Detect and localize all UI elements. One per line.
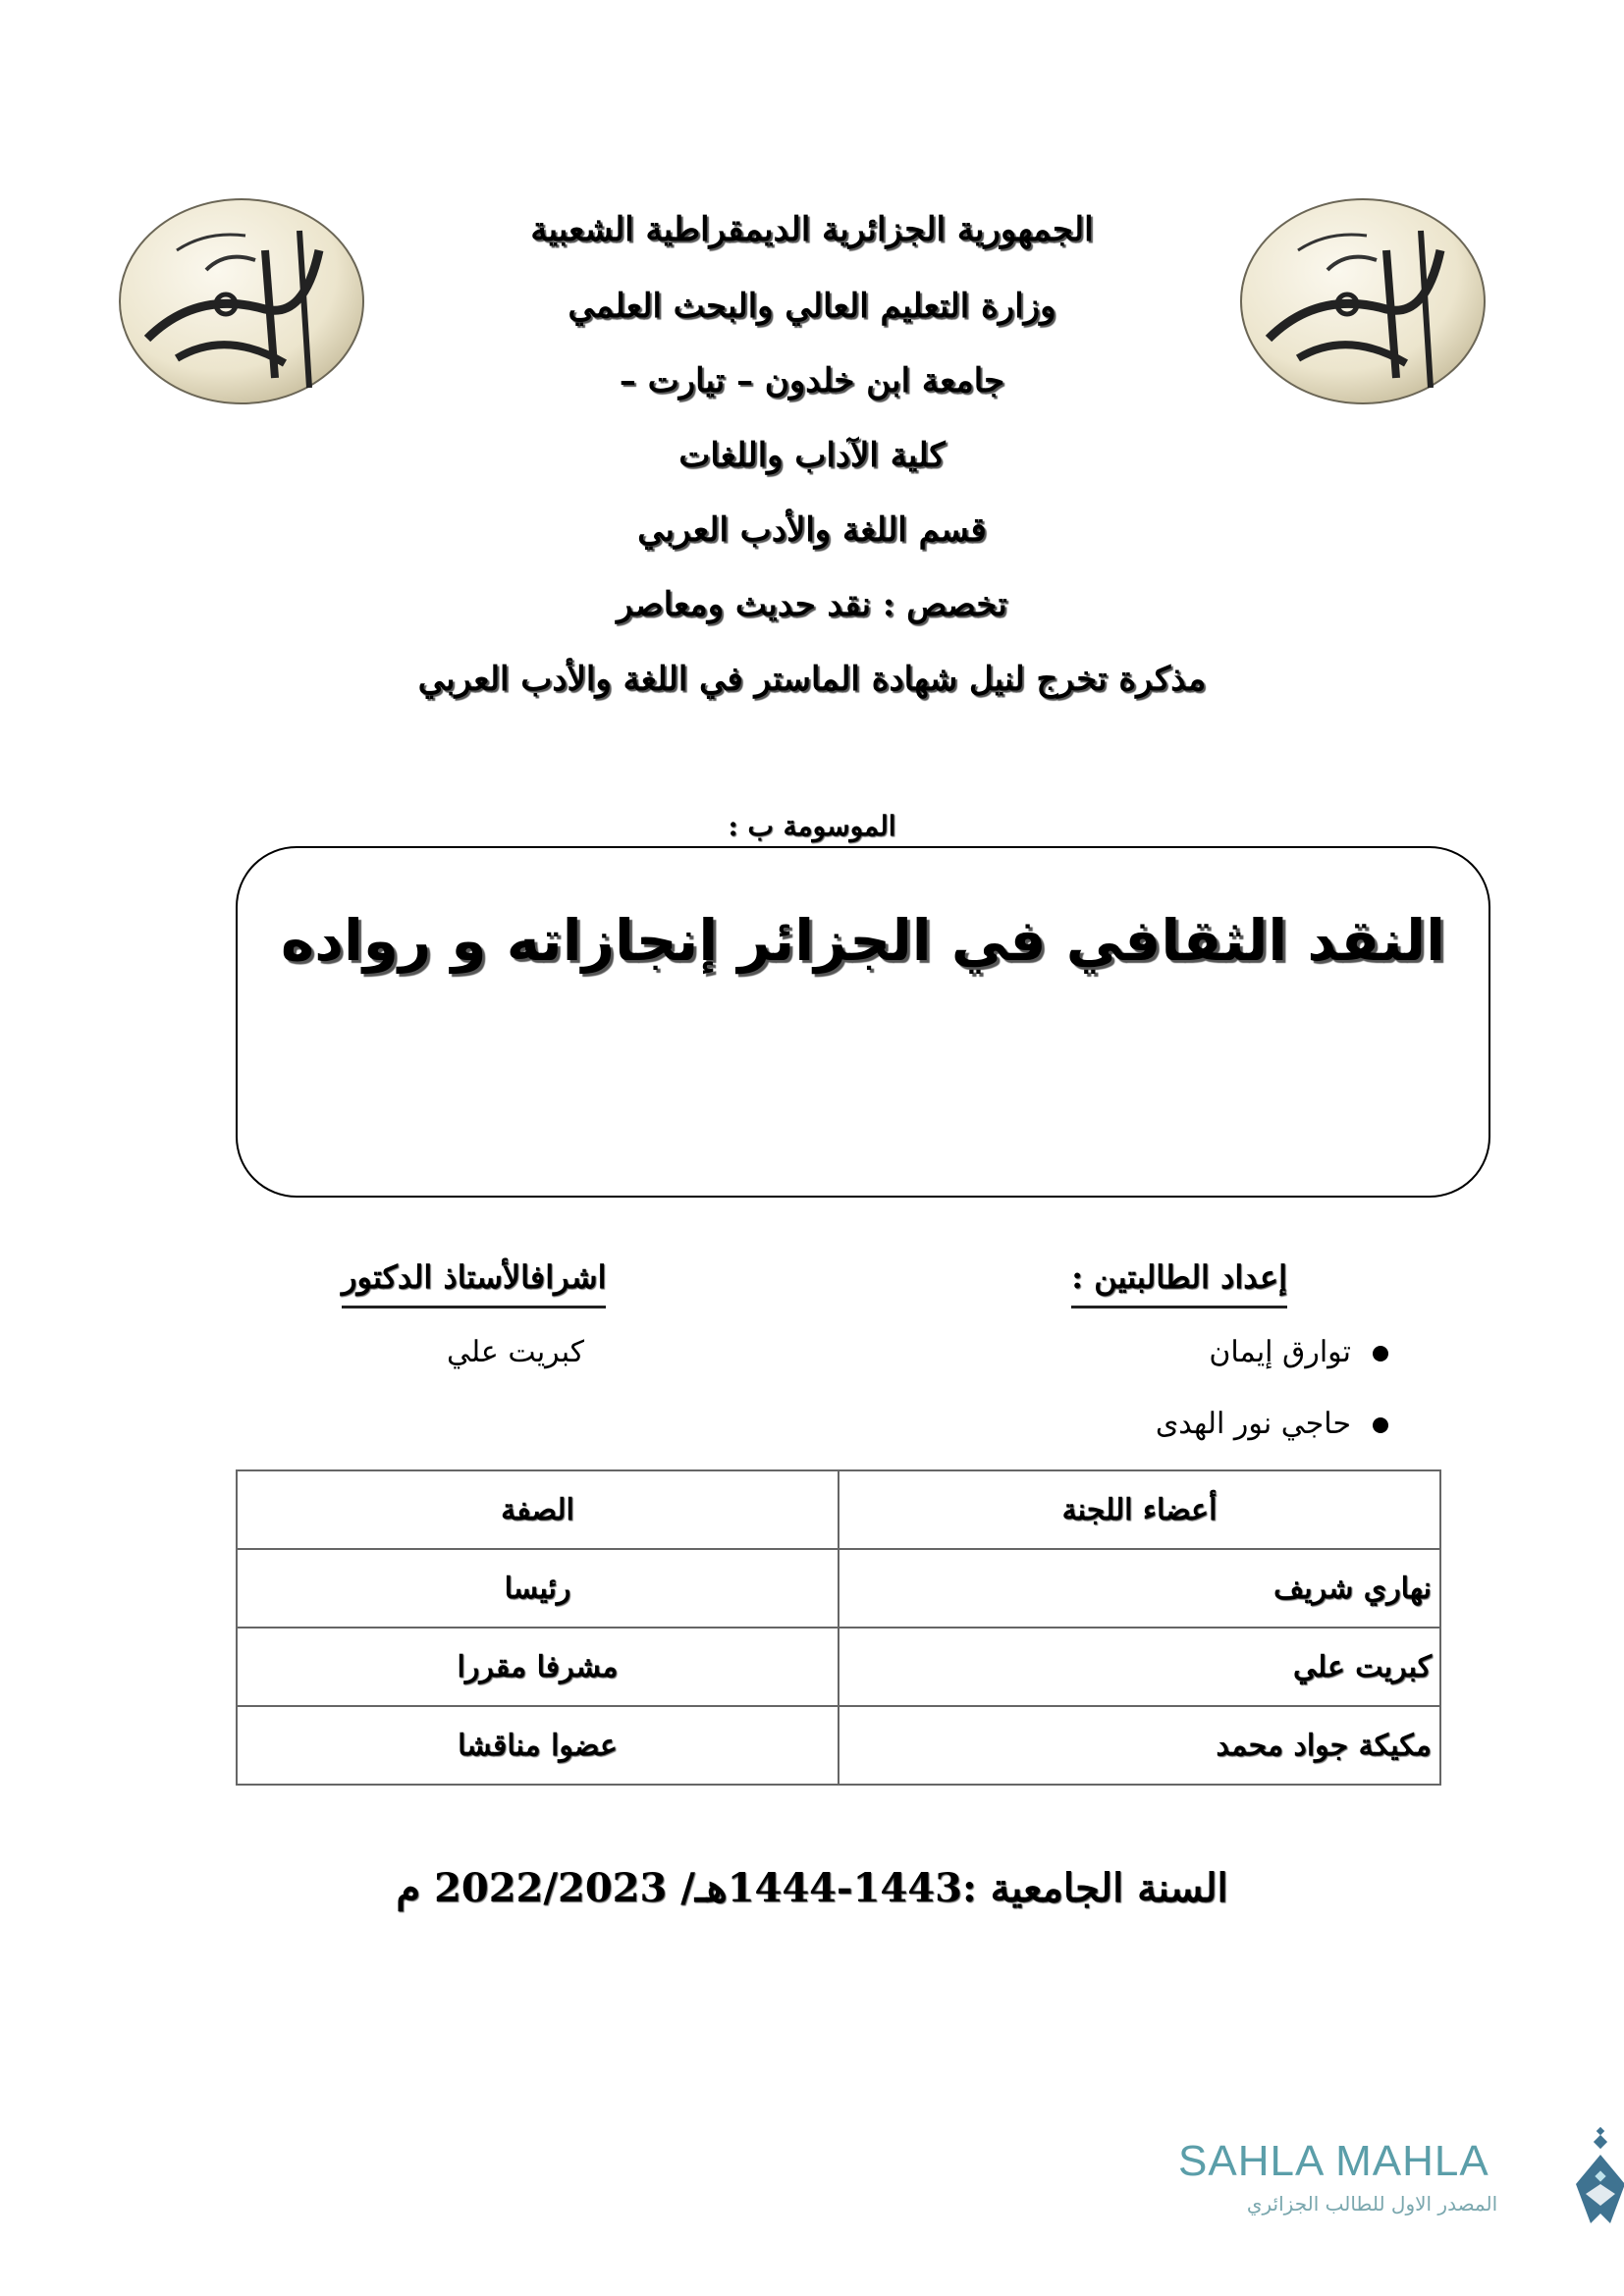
faculty-name: كلية الآداب واللغات xyxy=(678,436,946,475)
university-name: جامعة ابن خلدون – تيارت – xyxy=(619,361,1005,400)
thesis-purpose: مذكرة تخرج لنيل شهادة الماستر في اللغة والأدب العربي xyxy=(417,660,1207,699)
member-name: مكيكة جواد محمد xyxy=(839,1706,1440,1785)
sahla-mahla-watermark xyxy=(1178,2125,1610,2233)
department-name: قسم اللغة والأدب العربي xyxy=(637,510,987,550)
sahla-mahla-logo-icon xyxy=(1571,2125,1624,2233)
member-role: عضوا مناقشا xyxy=(237,1706,839,1785)
bullet-icon xyxy=(1373,1417,1388,1433)
student-item xyxy=(1156,1407,1388,1441)
republic-name: الجمهورية الجزائرية الديمقراطية الشعبية xyxy=(530,210,1094,249)
member-role: مشرفا مقررا xyxy=(237,1628,839,1706)
member-name: كبريت علي xyxy=(839,1628,1440,1706)
table-row xyxy=(237,1549,1440,1628)
student-name: حاجي نور الهدى xyxy=(1155,1407,1351,1441)
ministry-name: وزارة التعليم العالي والبحث العلمي xyxy=(568,287,1056,326)
designated-label: الموسومة ب : xyxy=(728,810,896,842)
member-name: نهاري شريف xyxy=(839,1549,1440,1628)
watermark-brand: SAHLA MAHLA xyxy=(1178,2137,1489,2185)
watermark-tagline: المصدر الاول للطالب الجزائري xyxy=(1246,2192,1498,2216)
column-header-role: الصفة xyxy=(237,1470,839,1549)
student-item xyxy=(1209,1335,1388,1369)
member-role: رئيسا xyxy=(237,1549,839,1628)
table-row xyxy=(237,1706,1440,1785)
table-row xyxy=(237,1628,1440,1706)
supervisor-label: اشرافالأستاذ الدكتور xyxy=(342,1258,606,1308)
committee-table xyxy=(236,1469,1441,1786)
table-header-row xyxy=(237,1470,1440,1549)
specialization: تخصص : نقد حديث ومعاصر xyxy=(617,585,1007,624)
academic-year: السنة الجامعية :1443-1444هـ/ 2022/2023 م xyxy=(396,1865,1228,1911)
students-label: إعداد الطالبتين : xyxy=(1071,1258,1287,1308)
bullet-icon xyxy=(1373,1346,1388,1362)
column-header-members: أعضاء اللجنة xyxy=(839,1470,1440,1549)
student-name: توارق إيمان xyxy=(1209,1335,1351,1369)
title-box xyxy=(236,846,1490,1198)
supervisor-name: كبريت علي xyxy=(447,1335,585,1369)
thesis-title: النقد الثقافي في الجزائر إنجازاته و رواده xyxy=(280,907,1446,974)
